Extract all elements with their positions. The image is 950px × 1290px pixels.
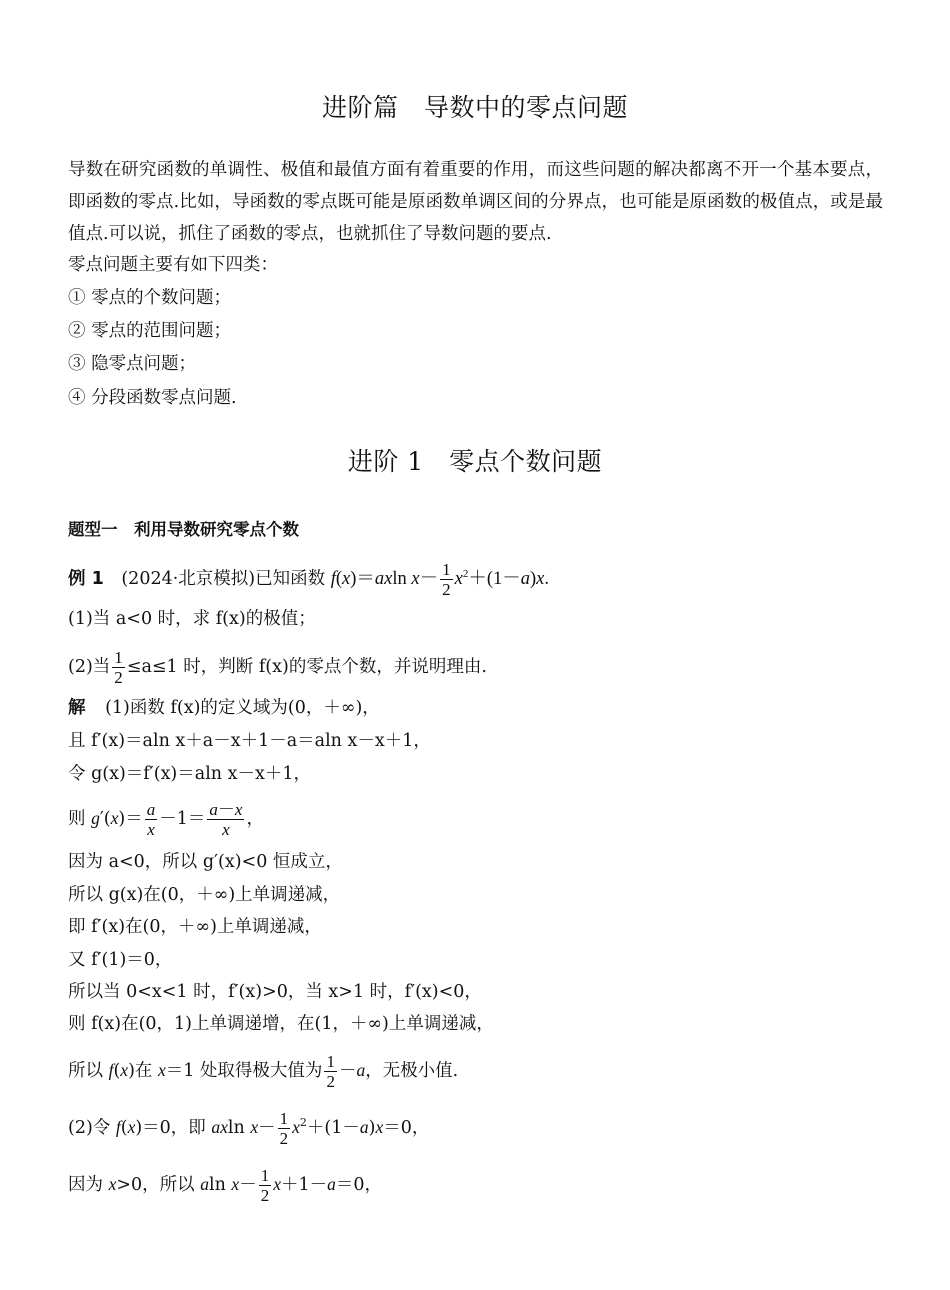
solution-line: 且 f′(x)＝aln x＋a－x＋1－a＝aln x－x＋1， — [68, 731, 431, 751]
solution-line: 所以当 0<x<1 时，f′(x)>0，当 x>1 时，f′(x)<0， — [68, 982, 482, 1002]
solution-line: 又 f′(1)＝0， — [68, 950, 173, 970]
section-title: 进阶 1 零点个数问题 — [347, 447, 603, 476]
category-item: ④ 分段函数零点问题. — [68, 388, 237, 408]
question-2: (2)当 $\frac{1}{2}$ ≤a≤1 时，判断 f(x)的零点个数，并说明理由. — [68, 648, 487, 687]
solution-label: 解 — [68, 698, 86, 718]
intro-paragraph: 导数在研究函数的单调性、极值和最值方面有着重要的作用，而这些问题的解决都离不开一个基本要点，即函数的零点.比如，导函数的零点既可能是原函数单调区间的分界点，也可能是原函数的极值点，或是最值点.可以说，抓住了函数的零点，也就抓住了导数问题的要点. — [68, 160, 883, 244]
solution-line-max: 所以 f(x)在 x＝1 处取得极大值为 $\frac{1}{2}$ －a，无极小值. — [68, 1052, 459, 1091]
example-stem-prefix: 已知函数 — [255, 568, 331, 589]
solution-line: 则 f(x)在(0，1)上单调递增，在(1，＋∞)上单调递减， — [68, 1014, 494, 1034]
solution-line: 即 f′(x)在(0，＋∞)上单调递减， — [68, 917, 322, 937]
solution-line: 因为 a<0，所以 g′(x)<0 恒成立， — [68, 852, 343, 872]
main-title: 进阶篇 导数中的零点问题 — [321, 93, 628, 122]
categories-intro: 零点问题主要有如下四类： — [68, 255, 278, 275]
example-stem — [68, 560, 884, 599]
solution-line-derivative: 则 g′(x)＝ $\frac{a}{x}$ －1＝ $\frac{a-x}{x}$ ， — [68, 800, 264, 839]
example-label: 例 1 — [68, 568, 104, 589]
solution-line: 令 g(x)＝f′(x)＝aln x－x＋1， — [68, 764, 312, 784]
solution-line-part2: (2)令 f(x)＝0，即 axln x－ $\frac{1}{2}$ $x^2+(1-a)x=0$， — [68, 1109, 430, 1148]
type-heading: 题型一 利用导数研究零点个数 — [68, 520, 299, 539]
question-1: (1)当 a<0 时，求 f(x)的极值； — [68, 609, 316, 629]
category-item: ② 零点的范围问题； — [68, 321, 232, 341]
category-item: ① 零点的个数问题； — [68, 288, 232, 308]
solution-line-part2b: 因为 x>0，所以 aln x－ $\frac{1}{2}$ x＋1－a＝0， — [68, 1166, 383, 1205]
question-2-text: ≤a≤1 时，判断 f(x)的零点个数，并说明理由. — [126, 657, 487, 677]
solution-line: 解 (1)函数 f(x)的定义域为(0，＋∞)， — [68, 698, 380, 718]
category-item: ③ 隐零点问题； — [68, 354, 197, 374]
solution-line: 所以 g(x)在(0，＋∞)上单调递减， — [68, 885, 341, 905]
example-function: f(x)＝axln x－ $\frac{1}{2}$ $x^2+(1-a)x$. — [330, 560, 550, 599]
example-source: (2024·北京模拟) — [121, 568, 256, 589]
